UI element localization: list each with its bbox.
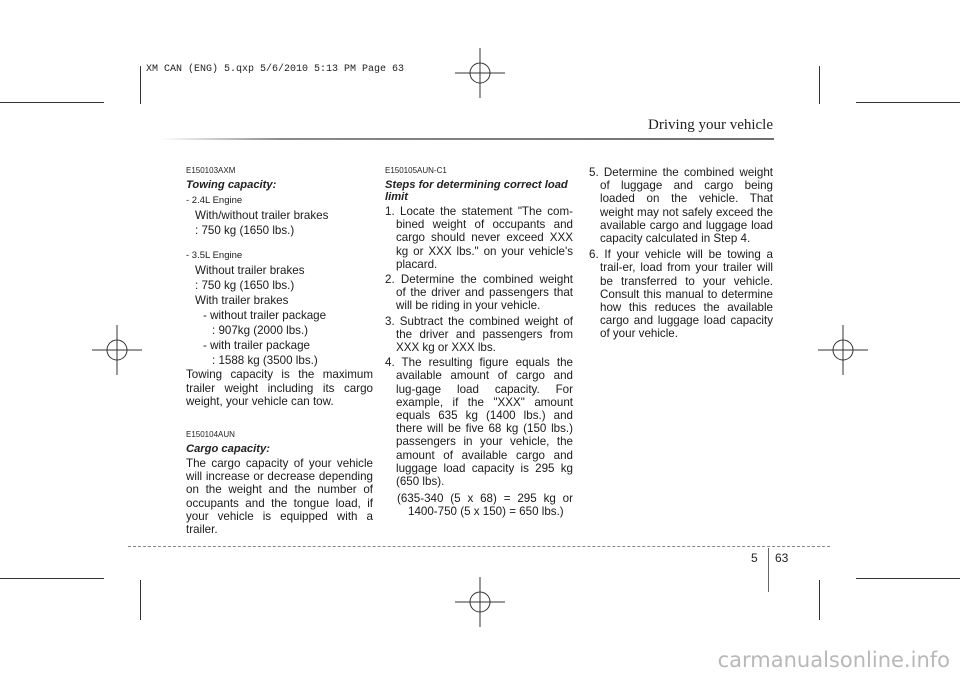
crop-mark-top-right-vertical	[819, 66, 820, 104]
item-code: E150103AXM	[186, 166, 236, 175]
registration-mark-right-icon	[818, 325, 868, 375]
crop-info: XM CAN (ENG) 5.qxp 5/6/2010 5:13 PM Page 63	[146, 64, 405, 75]
chapter-number: 5	[751, 551, 758, 565]
heading-towing-capacity: Towing capacity:	[186, 179, 277, 191]
crop-mark-top-right	[856, 102, 960, 103]
column-1	[186, 166, 373, 536]
crop-mark-top-left-vertical	[140, 66, 141, 104]
column-2	[385, 166, 573, 519]
heading-load-limit: Steps for determining correct load limit	[385, 179, 568, 203]
calculation-example: (635-340 (5 x 68) = 295 kg or 1400-750 (5 x 150) = 650 lbs.)	[397, 492, 573, 519]
column-3	[589, 166, 773, 341]
spec-line: Without trailer brakes	[195, 264, 305, 278]
title-rule	[160, 138, 774, 140]
engine-label: - 2.4L Engine	[186, 195, 243, 206]
item-code: E150105AUN-C1	[385, 166, 447, 175]
step-1: 1. Locate the statement "The com-bined weight of occupants and cargo should never exceed XXX kg or XXX lbs." on your vehicle's placard.	[385, 205, 573, 271]
spec-line: : 907kg (2000 lbs.)	[212, 324, 309, 338]
spec-line: : 1588 kg (3500 lbs.)	[212, 354, 318, 368]
footer-rule	[128, 546, 830, 547]
registration-mark-bottom-icon	[455, 577, 505, 627]
step-2: 2. Determine the combined weight of the driver and passengers that will be riding in your vehicle.	[385, 273, 573, 313]
crop-mark-bottom-right	[856, 578, 960, 579]
body-paragraph: Towing capacity is the maximum trailer weight including its cargo weight, your vehicle can tow.	[186, 368, 373, 408]
page-number: 63	[775, 551, 789, 565]
step-4: 4. The resulting figure equals the available amount of cargo and lug-gage load capacity. For example, if the "XXX" amount equals 635 kg (1400 lbs.) and there will be five 68 kg (150 lbs.) passengers in your vehicle, the amount of available cargo and luggage load capacity is 295 kg (650 lbs).	[385, 356, 573, 489]
spec-line: With/without trailer brakes	[195, 209, 329, 223]
spec-line: With trailer brakes	[195, 294, 289, 308]
step-5: 5. Determine the combined weight of luggage and cargo being loaded on the vehicle. That weight may not safely exceed the available cargo and luggage load capacity calculated in Step 4.	[589, 166, 773, 246]
step-3: 3. Subtract the combined weight of the driver and passengers from XXX kg or XXX lbs.	[385, 314, 573, 355]
step-6: 6. If your vehicle will be towing a trail-er, load from your trailer will be transferred to your vehicle. Consult this manual to determine how this reduces the available cargo and luggage load capacity of your vehicle.	[589, 248, 773, 341]
spec-line: : 750 kg (1650 lbs.)	[195, 224, 295, 238]
spec-line: - with trailer package	[203, 339, 310, 353]
heading-cargo-capacity: Cargo capacity:	[186, 443, 270, 456]
page-number-divider	[768, 548, 769, 592]
crop-mark-bottom-left	[0, 578, 104, 579]
body-paragraph: The cargo capacity of your vehicle will increase or decrease depending on the weight and the number of occupants and the tongue load, if your vehicle is equipped with a trailer.	[186, 457, 373, 537]
item-code: E150104AUN	[186, 430, 235, 440]
spec-line: - without trailer package	[203, 309, 327, 323]
crop-mark-bottom-left-vertical	[140, 580, 141, 620]
crop-mark-top-left	[0, 102, 104, 103]
watermark: carmanualsonline.info	[717, 648, 950, 672]
spec-line: : 750 kg (1650 lbs.)	[195, 279, 295, 293]
registration-mark-top-icon	[455, 48, 505, 98]
engine-label: - 3.5L Engine	[186, 250, 243, 262]
section-title: Driving your vehicle	[648, 117, 773, 133]
crop-mark-bottom-right-vertical	[819, 580, 820, 620]
registration-mark-left-icon	[92, 325, 142, 375]
